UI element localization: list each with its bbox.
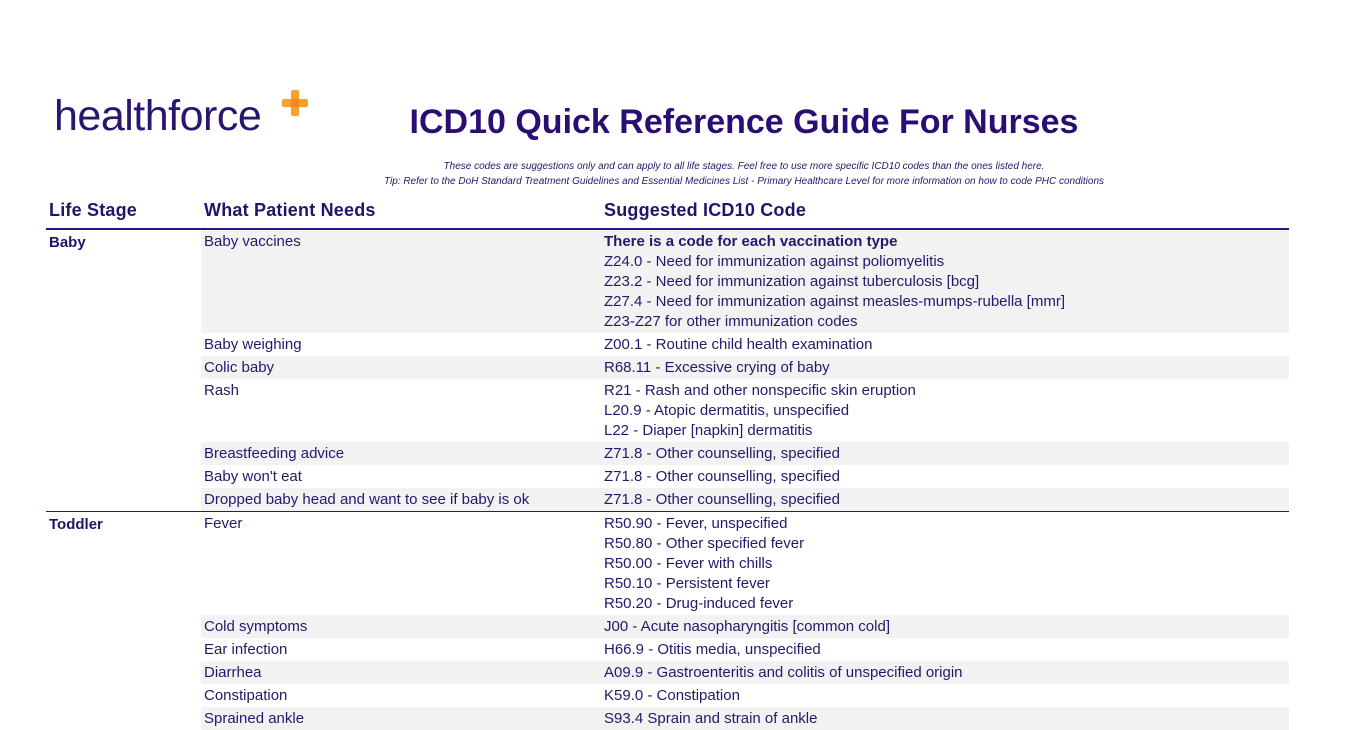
life-stage-label: Baby: [49, 234, 86, 251]
page-title: ICD10 Quick Reference Guide For Nurses: [409, 103, 1079, 141]
icd10-code: R50.80 - Other specified fever: [604, 535, 805, 552]
patient-need: Cold symptoms: [204, 618, 308, 635]
icd10-code: Z71.8 - Other counselling, specified: [604, 491, 840, 508]
table-row: [201, 442, 1289, 465]
icd10-code: K59.0 - Constipation: [604, 687, 740, 704]
section-toddler: [46, 511, 1289, 730]
table-row: [201, 488, 1289, 511]
icd10-code: J00 - Acute nasopharyngitis [common cold]: [604, 618, 890, 635]
icd10-code: R50.90 - Fever, unspecified: [604, 515, 788, 532]
icd10-code: Z27.4 - Need for immunization against measles-mumps-rubella [mmr]: [604, 293, 1065, 310]
patient-need: Colic baby: [204, 359, 275, 376]
patient-need: Ear infection: [204, 641, 288, 658]
patient-need: Diarrhea: [204, 664, 262, 681]
patient-need: Sprained ankle: [204, 710, 305, 727]
table-row: [201, 379, 1289, 442]
icd10-code: Z23-Z27 for other immunization codes: [604, 313, 858, 330]
life-stage-label: Toddler: [49, 516, 103, 533]
table-row: [201, 707, 1289, 730]
table-row: [201, 512, 1289, 615]
table-row: [201, 661, 1289, 684]
table-row: [201, 356, 1289, 379]
table-row: [201, 465, 1289, 488]
icd10-code: Z71.8 - Other counselling, specified: [604, 468, 840, 485]
icd10-code: L22 - Diaper [napkin] dermatitis: [604, 422, 813, 439]
patient-need: Constipation: [204, 687, 288, 704]
header-patient-needs: What Patient Needs: [204, 200, 376, 220]
patient-need: Baby vaccines: [204, 233, 301, 250]
icd10-code: H66.9 - Otitis media, unspecified: [604, 641, 821, 658]
icd10-code: R68.11 - Excessive crying of baby: [604, 359, 830, 376]
table-row: [201, 333, 1289, 356]
icd10-code: A09.9 - Gastroenteritis and colitis of unspecified origin: [604, 664, 963, 681]
icd10-code: L20.9 - Atopic dermatitis, unspecified: [604, 402, 850, 419]
icd10-code: Z00.1 - Routine child health examination: [604, 336, 873, 353]
table-row: [201, 684, 1289, 707]
header-icd10-code: Suggested ICD10 Code: [604, 200, 807, 220]
section-baby: [46, 230, 1289, 511]
patient-need: Breastfeeding advice: [204, 445, 345, 462]
icd10-code: R50.10 - Persistent fever: [604, 575, 770, 592]
patient-need: Rash: [204, 382, 240, 399]
icd10-reference-table: [46, 196, 1289, 730]
table-header: [46, 196, 1289, 230]
icd10-code: There is a code for each vaccination type: [604, 233, 898, 250]
icd10-code: R21 - Rash and other nonspecific skin eruption: [604, 382, 916, 399]
header-life-stage: Life Stage: [49, 200, 138, 220]
table-row: [201, 615, 1289, 638]
patient-need: Baby won't eat: [204, 468, 302, 485]
icd10-code: S93.4 Sprain and strain of ankle: [604, 710, 818, 727]
patient-need: Fever: [204, 515, 243, 532]
icd10-code: R50.00 - Fever with chills: [604, 555, 773, 572]
icd10-code: Z24.0 - Need for immunization against poliomyelitis: [604, 253, 945, 270]
tip-note: Tip: Refer to the DoH Standard Treatment Guidelines and Essential Medicines List - Primary Healthcare Level for more information on how to code PHC conditions: [383, 176, 1105, 187]
disclaimer-note: These codes are suggestions only and can apply to all life stages. Feel free to use more specific ICD10 codes than the ones listed here.: [443, 161, 1045, 172]
patient-need: Dropped baby head and want to see if baby is ok: [204, 491, 530, 508]
icd10-code: Z71.8 - Other counselling, specified: [604, 445, 840, 462]
table-body: [46, 230, 1289, 730]
table-row: [201, 638, 1289, 661]
icd10-code: R50.20 - Drug-induced fever: [604, 595, 794, 612]
table-row: [201, 230, 1289, 333]
patient-need: Baby weighing: [204, 336, 302, 353]
brand-name: healthforce: [54, 92, 262, 140]
icd10-code: Z23.2 - Need for immunization against tuberculosis [bcg]: [604, 273, 980, 290]
